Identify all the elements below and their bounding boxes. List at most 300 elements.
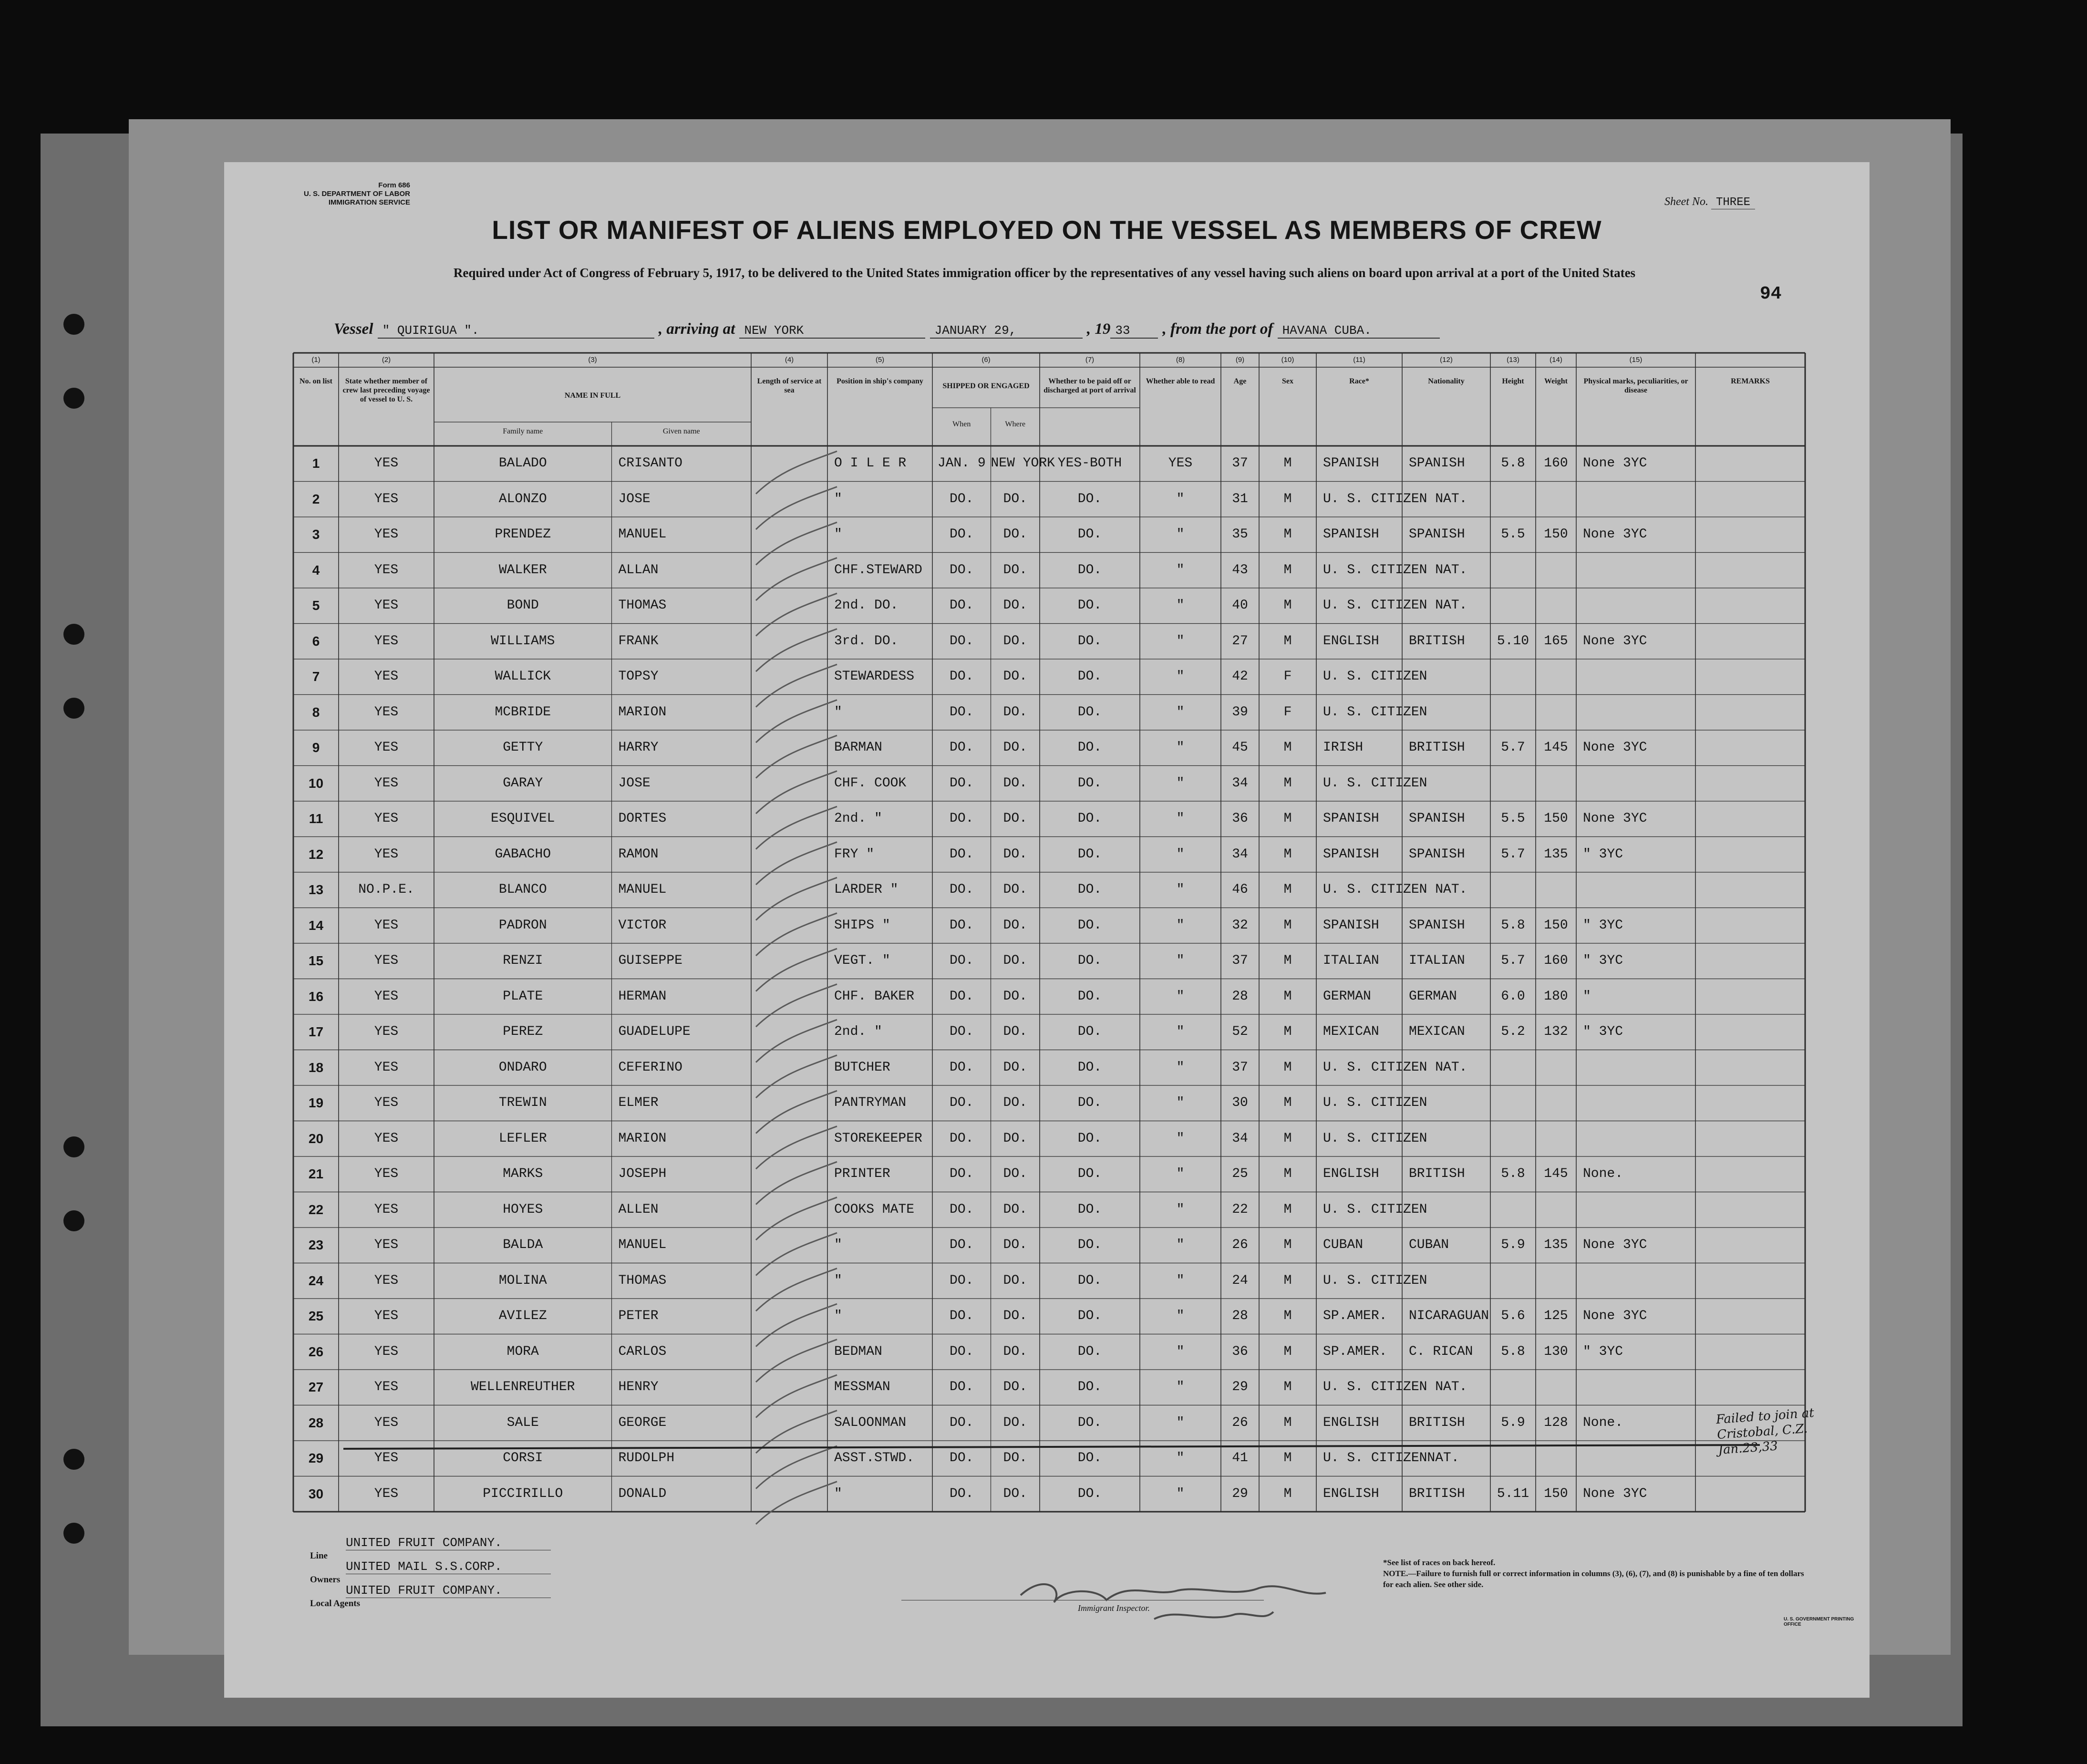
table-cell-weight: 125 (1544, 1309, 1568, 1323)
table-cell-marks: None 3YC (1583, 633, 1647, 649)
table-cell-read: " (1176, 918, 1185, 933)
table-cell-no: 5 (312, 598, 320, 613)
table-cell-given: ALLAN (618, 562, 659, 578)
table-cell-no: 21 (308, 1166, 324, 1181)
table-cell-where: DO. (1003, 1166, 1027, 1181)
table-cell-no: 24 (308, 1273, 324, 1288)
table-cell-age: 26 (1232, 1415, 1248, 1430)
table-cell-age: 29 (1232, 1486, 1248, 1501)
table-cell-sex: M (1283, 1166, 1292, 1181)
table-cell-nationality: NICARAGUAN (1409, 1309, 1489, 1323)
table-cell-family: HOYES (503, 1202, 543, 1217)
table-cell-no: 4 (312, 562, 320, 578)
binder-hole (63, 1136, 84, 1157)
table-cell-paid: DO. (1077, 1095, 1102, 1110)
table-cell-when: JAN. 9 (937, 456, 986, 471)
table-cell-age: 41 (1232, 1451, 1248, 1465)
table-cell-no: 10 (308, 775, 324, 791)
table-cell-family: WALLICK (495, 669, 551, 684)
table-cell-no: 23 (308, 1238, 324, 1252)
table-cell-read: " (1176, 1131, 1185, 1146)
table-cell-read: " (1176, 1344, 1185, 1359)
table-cell-race: IRISH (1323, 740, 1364, 755)
table-cell-when: DO. (950, 953, 974, 968)
column-header: Physical marks, peculiarities, or disease (1583, 377, 1688, 394)
table-cell-given: MARION (618, 1131, 667, 1146)
table-cell-sex: M (1283, 1451, 1292, 1465)
table-cell-age: 31 (1232, 491, 1248, 506)
column-number: (4) (785, 356, 794, 364)
binder-hole (63, 314, 84, 335)
table-cell-height: 5.6 (1501, 1309, 1525, 1323)
table-cell-given: DONALD (618, 1486, 667, 1501)
table-cell-where: DO. (1003, 918, 1027, 933)
table-cell-read: " (1176, 1166, 1185, 1181)
table-cell-given: JOSEPH (618, 1166, 667, 1181)
table-cell-prev: YES (374, 918, 399, 933)
column-number: (12) (1440, 356, 1453, 364)
subheader-where: Where (1005, 420, 1026, 428)
year-suffix: 33 (1110, 323, 1158, 339)
table-cell-marks: " 3YC (1583, 846, 1623, 862)
table-cell-race: ENGLISH (1323, 1486, 1379, 1501)
column-header: NAME IN FULL (564, 392, 621, 400)
table-cell-read: " (1176, 491, 1185, 506)
table-cell-position: SHIPS " (834, 918, 890, 933)
table-cell-nationality: C. RICAN (1409, 1344, 1473, 1359)
table-cell-position: VEGT. " (834, 953, 890, 968)
column-number: (13) (1507, 356, 1519, 364)
table-cell-no: 25 (308, 1309, 324, 1323)
table-cell-paid: DO. (1077, 1202, 1102, 1217)
table-cell-position: CHF.STEWARD (834, 562, 922, 578)
table-cell-sex: M (1283, 456, 1292, 471)
table-cell-family: MCBRIDE (495, 704, 551, 720)
table-cell-race: U. S. CITIZEN NAT. (1323, 882, 1467, 897)
table-cell-position: FRY " (834, 846, 875, 862)
column-header: No. on list (300, 377, 332, 385)
table-cell-height: 6.0 (1501, 989, 1525, 1004)
table-cell-given: RUDOLPH (618, 1451, 675, 1465)
table-cell-sex: M (1283, 989, 1292, 1004)
table-cell-height: 5.8 (1501, 1344, 1525, 1359)
table-cell-no: 16 (308, 989, 324, 1004)
table-cell-given: CEFERINO (618, 1060, 682, 1075)
table-cell-position: BUTCHER (834, 1060, 890, 1075)
footnote-races: *See list of races on back hereof. (1383, 1558, 1496, 1567)
table-cell-family: WALKER (498, 562, 547, 578)
table-cell-when: DO. (950, 1095, 974, 1110)
table-cell-marks: " 3YC (1583, 1024, 1623, 1039)
table-cell-paid: DO. (1077, 1166, 1102, 1181)
table-cell-read: " (1176, 989, 1185, 1004)
table-cell-paid: DO. (1077, 1380, 1102, 1394)
table-cell-age: 32 (1232, 918, 1248, 933)
table-cell-family: ONDARO (498, 1060, 547, 1075)
subheader-when: When (952, 420, 971, 428)
table-cell-no: 1 (312, 456, 320, 471)
table-cell-prev: YES (374, 669, 399, 684)
table-cell-family: GARAY (503, 775, 543, 791)
table-cell-prev: YES (374, 1451, 399, 1465)
table-cell-read: " (1176, 1202, 1185, 1217)
table-cell-no: 20 (308, 1131, 324, 1146)
table-cell-paid: DO. (1077, 882, 1102, 897)
table-cell-race: U. S. CITIZEN (1323, 775, 1427, 791)
table-cell-marks: None 3YC (1583, 527, 1647, 542)
arriving-label: , arriving at (658, 320, 735, 338)
column-number: (9) (1235, 356, 1245, 364)
table-cell-read: " (1176, 1273, 1185, 1288)
table-cell-position: " (834, 1486, 842, 1501)
table-cell-where: DO. (1003, 1060, 1027, 1075)
table-cell-position: BEDMAN (834, 1344, 882, 1359)
table-cell-position: COOKS MATE (834, 1202, 915, 1217)
table-cell-prev: YES (374, 1309, 399, 1323)
table-cell-weight: 128 (1544, 1415, 1568, 1430)
column-header: REMARKS (1731, 377, 1770, 385)
table-cell-age: 29 (1232, 1380, 1248, 1394)
column-number: (3) (588, 356, 597, 364)
table-cell-prev: NO.P.E. (358, 882, 414, 897)
table-cell-no: 12 (308, 846, 324, 862)
table-cell-read: " (1176, 562, 1185, 578)
table-cell-weight: 165 (1544, 633, 1568, 649)
table-cell-where: DO. (1003, 669, 1027, 684)
table-cell-marks: None. (1583, 1166, 1623, 1181)
table-cell-age: 36 (1232, 1344, 1248, 1359)
line-label: Line (310, 1551, 328, 1561)
table-cell-given: JOSE (618, 775, 651, 791)
table-cell-no: 11 (309, 811, 323, 826)
table-cell-when: DO. (950, 669, 974, 684)
table-cell-prev: YES (374, 989, 399, 1004)
table-cell-given: HERMAN (618, 989, 667, 1004)
table-cell-paid: DO. (1077, 1451, 1102, 1465)
table-cell-prev: YES (374, 1486, 399, 1501)
table-cell-no: 30 (308, 1486, 324, 1501)
table-cell-age: 37 (1232, 456, 1248, 471)
table-cell-marks: None 3YC (1583, 1238, 1647, 1252)
table-cell-prev: YES (374, 1344, 399, 1359)
table-cell-family: ESQUIVEL (491, 811, 555, 826)
table-cell-marks: None 3YC (1583, 1486, 1647, 1501)
table-cell-when: DO. (950, 1309, 974, 1323)
table-cell-read: " (1176, 598, 1185, 613)
table-cell-prev: YES (374, 1273, 399, 1288)
table-cell-height: 5.8 (1501, 1166, 1525, 1181)
column-number: (1) (311, 356, 320, 364)
table-cell-when: DO. (950, 775, 974, 791)
table-cell-where: DO. (1003, 1451, 1027, 1465)
table-cell-paid: DO. (1077, 1238, 1102, 1252)
table-cell-given: JOSE (618, 491, 651, 506)
table-cell-paid: DO. (1077, 775, 1102, 791)
table-cell-prev: YES (374, 1238, 399, 1252)
table-cell-when: DO. (950, 1486, 974, 1501)
table-cell-nationality: MEXICAN (1409, 1024, 1465, 1039)
table-cell-read: " (1176, 669, 1185, 684)
table-cell-position: STEWARDESS (834, 669, 915, 684)
table-cell-family: GETTY (503, 740, 543, 755)
table-cell-height: 5.11 (1497, 1486, 1529, 1501)
table-cell-family: AVILEZ (498, 1309, 547, 1323)
table-cell-family: PEREZ (503, 1024, 543, 1039)
table-cell-nationality: GERMAN (1409, 989, 1457, 1004)
table-cell-age: 34 (1232, 846, 1248, 862)
table-cell-where: DO. (1003, 704, 1027, 720)
table-cell-where: DO. (1003, 527, 1027, 542)
table-cell-when: DO. (950, 1238, 974, 1252)
table-cell-age: 34 (1232, 1131, 1248, 1146)
column-header: Position in ship's company (837, 377, 923, 385)
table-cell-when: DO. (950, 491, 974, 506)
column-number: (8) (1176, 356, 1185, 364)
table-cell-where: DO. (1003, 562, 1027, 578)
table-cell-family: GABACHO (495, 846, 551, 862)
table-cell-height: 5.2 (1501, 1024, 1525, 1039)
table-cell-sex: M (1283, 1095, 1292, 1110)
owners-label: Owners (310, 1575, 341, 1585)
table-cell-where: DO. (1003, 491, 1027, 506)
table-cell-position: CHF. BAKER (834, 989, 915, 1004)
table-cell-sex: F (1283, 704, 1292, 720)
column-header: Age (1233, 377, 1247, 385)
table-cell-position: STOREKEEPER (834, 1131, 922, 1146)
table-cell-weight: 150 (1544, 527, 1568, 542)
table-cell-prev: YES (374, 846, 399, 862)
table-cell-family: CORSI (503, 1451, 543, 1465)
table-cell-race: ENGLISH (1323, 633, 1379, 649)
table-cell-read: " (1176, 1309, 1185, 1323)
table-cell-nationality: BRITISH (1409, 740, 1465, 755)
table-cell-nationality: BRITISH (1409, 1415, 1465, 1430)
table-cell-given: GUISEPPE (618, 953, 682, 968)
table-cell-prev: YES (374, 633, 399, 649)
table-cell-marks: None 3YC (1583, 740, 1647, 755)
table-cell-race: U. S. CITIZEN (1323, 1273, 1427, 1288)
table-cell-race: SPANISH (1323, 811, 1379, 826)
vessel-label: Vessel (334, 320, 373, 338)
table-cell-where: DO. (1003, 1202, 1027, 1217)
table-cell-where: DO. (1003, 1380, 1027, 1394)
table-cell-when: DO. (950, 1131, 974, 1146)
subheader-given: Given name (662, 427, 700, 435)
table-cell-age: 52 (1232, 1024, 1248, 1039)
table-cell-race: U. S. CITIZEN (1323, 1131, 1427, 1146)
table-cell-no: 6 (312, 633, 320, 649)
table-cell-age: 39 (1232, 704, 1248, 720)
table-cell-paid: DO. (1077, 1273, 1102, 1288)
table-cell-paid: DO. (1077, 953, 1102, 968)
table-cell-sex: M (1283, 1380, 1292, 1394)
table-cell-where: DO. (1003, 882, 1027, 897)
table-cell-sex: M (1283, 1024, 1292, 1039)
table-cell-given: VICTOR (618, 918, 667, 933)
table-cell-sex: M (1283, 598, 1292, 613)
table-cell-race: U. S. CITIZEN (1323, 669, 1427, 684)
table-cell-where: DO. (1003, 811, 1027, 826)
column-header: Weight (1544, 377, 1568, 385)
table-cell-prev: YES (374, 598, 399, 613)
table-cell-position: O I L E R (834, 456, 907, 471)
table-cell-where: DO. (1003, 1024, 1027, 1039)
table-cell-read: " (1176, 1486, 1185, 1501)
table-cell-position: MESSMAN (834, 1380, 890, 1394)
table-cell-read: YES (1168, 456, 1193, 471)
table-cell-sex: M (1283, 1309, 1292, 1323)
table-cell-family: RENZI (503, 953, 543, 968)
table-cell-sex: M (1283, 1344, 1292, 1359)
table-cell-when: DO. (950, 527, 974, 542)
table-cell-race: SPANISH (1323, 456, 1379, 471)
column-number: (15) (1629, 356, 1643, 364)
binder-hole (63, 388, 84, 409)
column-header: Whether able to read (1146, 377, 1215, 385)
page-subtitle: Required under Act of Congress of February 5, 1917, to be delivered to the United States immigration officer by the representatives of any vessel having such aliens on board upon arrival at a port of the United States (453, 266, 1636, 280)
table-cell-sex: M (1283, 1273, 1292, 1288)
table-cell-no: 7 (312, 669, 320, 684)
binder-hole (63, 1449, 84, 1470)
table-cell-age: 43 (1232, 562, 1248, 578)
table-cell-height: 5.8 (1501, 456, 1525, 471)
column-number: (5) (875, 356, 885, 364)
table-cell-given: MANUEL (618, 527, 667, 542)
departure-port: HAVANA CUBA. (1278, 323, 1440, 339)
table-cell-prev: YES (374, 811, 399, 826)
column-header: Whether to be paid off or discharged at port of arrival (1044, 377, 1136, 394)
form-line: U. S. DEPARTMENT OF LABOR (303, 190, 410, 198)
page-title: LIST OR MANIFEST OF ALIENS EMPLOYED ON THE VESSEL AS MEMBERS OF CREW (492, 215, 1602, 245)
remark-line: Failed to join at (1715, 1405, 1815, 1427)
table-cell-given: THOMAS (618, 598, 667, 613)
table-cell-when: DO. (950, 882, 974, 897)
table-cell-race: U. S. CITIZEN NAT. (1323, 1380, 1467, 1394)
table-cell-given: CARLOS (618, 1344, 667, 1359)
table-cell-position: " (834, 527, 842, 542)
table-cell-when: DO. (950, 562, 974, 578)
line-value: UNITED FRUIT COMPANY. (346, 1536, 551, 1550)
table-cell-family: BALDA (503, 1238, 543, 1252)
table-cell-race: GERMAN (1323, 989, 1371, 1004)
table-cell-where: DO. (1003, 846, 1027, 862)
table-cell-sex: M (1283, 882, 1292, 897)
table-cell-position: " (834, 1238, 842, 1252)
table-cell-age: 26 (1232, 1238, 1248, 1252)
table-cell-where: DO. (1003, 1238, 1027, 1252)
table-cell-family: LEFLER (498, 1131, 547, 1146)
table-cell-age: 42 (1232, 669, 1248, 684)
table-cell-height: 5.5 (1501, 811, 1525, 826)
table-cell-where: DO. (1003, 740, 1027, 755)
table-cell-sex: M (1283, 811, 1292, 826)
table-cell-age: 27 (1232, 633, 1248, 649)
table-cell-given: RAMON (618, 846, 659, 862)
table-cell-sex: M (1283, 1238, 1292, 1252)
table-cell-given: FRANK (618, 633, 659, 649)
sheet-label: Sheet No. (1664, 196, 1708, 208)
table-cell-race: U. S. CITIZEN NAT. (1323, 598, 1467, 613)
table-cell-prev: YES (374, 740, 399, 755)
page-number: 94 (1760, 284, 1782, 304)
table-cell-read: " (1176, 1451, 1185, 1465)
table-cell-no: 28 (308, 1415, 324, 1430)
table-cell-race: SP.AMER. (1323, 1309, 1387, 1323)
table-cell-age: 28 (1232, 989, 1248, 1004)
table-cell-height: 5.10 (1497, 633, 1529, 649)
table-cell-prev: YES (374, 562, 399, 578)
table-cell-position: " (834, 1309, 842, 1323)
binder-hole (63, 1523, 84, 1544)
table-cell-nationality: BRITISH (1409, 633, 1465, 649)
table-cell-where: DO. (1003, 989, 1027, 1004)
table-cell-no: 22 (308, 1202, 324, 1217)
table-cell-sex: M (1283, 775, 1292, 791)
table-cell-where: NEW YORK (991, 456, 1055, 471)
table-cell-race: SP.AMER. (1323, 1344, 1387, 1359)
column-number: (11) (1353, 356, 1365, 364)
table-cell-weight: 135 (1544, 846, 1568, 862)
binder-hole (63, 1210, 84, 1231)
column-header: Sex (1282, 377, 1293, 385)
table-cell-given: MANUEL (618, 882, 667, 897)
table-cell-read: " (1176, 1238, 1185, 1252)
table-cell-paid: DO. (1077, 918, 1102, 933)
table-cell-family: MORA (506, 1344, 539, 1359)
table-cell-sex: M (1283, 633, 1292, 649)
table-cell-marks: None 3YC (1583, 1309, 1647, 1323)
table-cell-height: 5.9 (1501, 1238, 1525, 1252)
table-cell-read: " (1176, 1060, 1185, 1075)
table-cell-given: DORTES (618, 811, 667, 826)
table-cell-weight: 180 (1544, 989, 1568, 1004)
table-cell-given: GUADELUPE (618, 1024, 691, 1039)
table-cell-paid: DO. (1077, 1415, 1102, 1430)
table-cell-where: DO. (1003, 1415, 1027, 1430)
table-cell-position: " (834, 704, 842, 720)
table-cell-no: 9 (312, 740, 320, 755)
table-cell-given: ELMER (618, 1095, 659, 1110)
year-prefix: , 19 (1086, 320, 1111, 338)
table-cell-where: DO. (1003, 1344, 1027, 1359)
table-cell-sex: M (1283, 1415, 1292, 1430)
table-cell-paid: DO. (1077, 1024, 1102, 1039)
table-cell-when: DO. (950, 989, 974, 1004)
table-cell-when: DO. (950, 918, 974, 933)
table-cell-race: U. S. CITIZEN NAT. (1323, 491, 1467, 506)
table-cell-read: " (1176, 846, 1185, 862)
table-cell-age: 46 (1232, 882, 1248, 897)
table-cell-nationality: SPANISH (1409, 527, 1465, 542)
table-cell-when: DO. (950, 1415, 974, 1430)
table-cell-when: DO. (950, 811, 974, 826)
column-number: (10) (1281, 356, 1294, 364)
table-cell-position: 3rd. DO. (834, 633, 899, 649)
remark-line: Cristobal, C.Z. Jan.23,33 (1716, 1421, 1808, 1458)
table-cell-race: U. S. CITIZEN (1323, 1202, 1427, 1217)
table-cell-position: SALOONMAN (834, 1415, 907, 1430)
table-cell-prev: YES (374, 527, 399, 542)
table-cell-height: 5.7 (1501, 740, 1525, 755)
table-cell-sex: M (1283, 491, 1292, 506)
table-cell-when: DO. (950, 704, 974, 720)
table-cell-paid: DO. (1077, 491, 1102, 506)
table-cell-position: CHF. COOK (834, 775, 907, 791)
owners-value: UNITED MAIL S.S.CORP. (346, 1559, 551, 1574)
column-header: SHIPPED OR ENGAGED (942, 382, 1030, 390)
table-cell-race: ITALIAN (1323, 953, 1379, 968)
table-cell-paid: DO. (1077, 1486, 1102, 1501)
